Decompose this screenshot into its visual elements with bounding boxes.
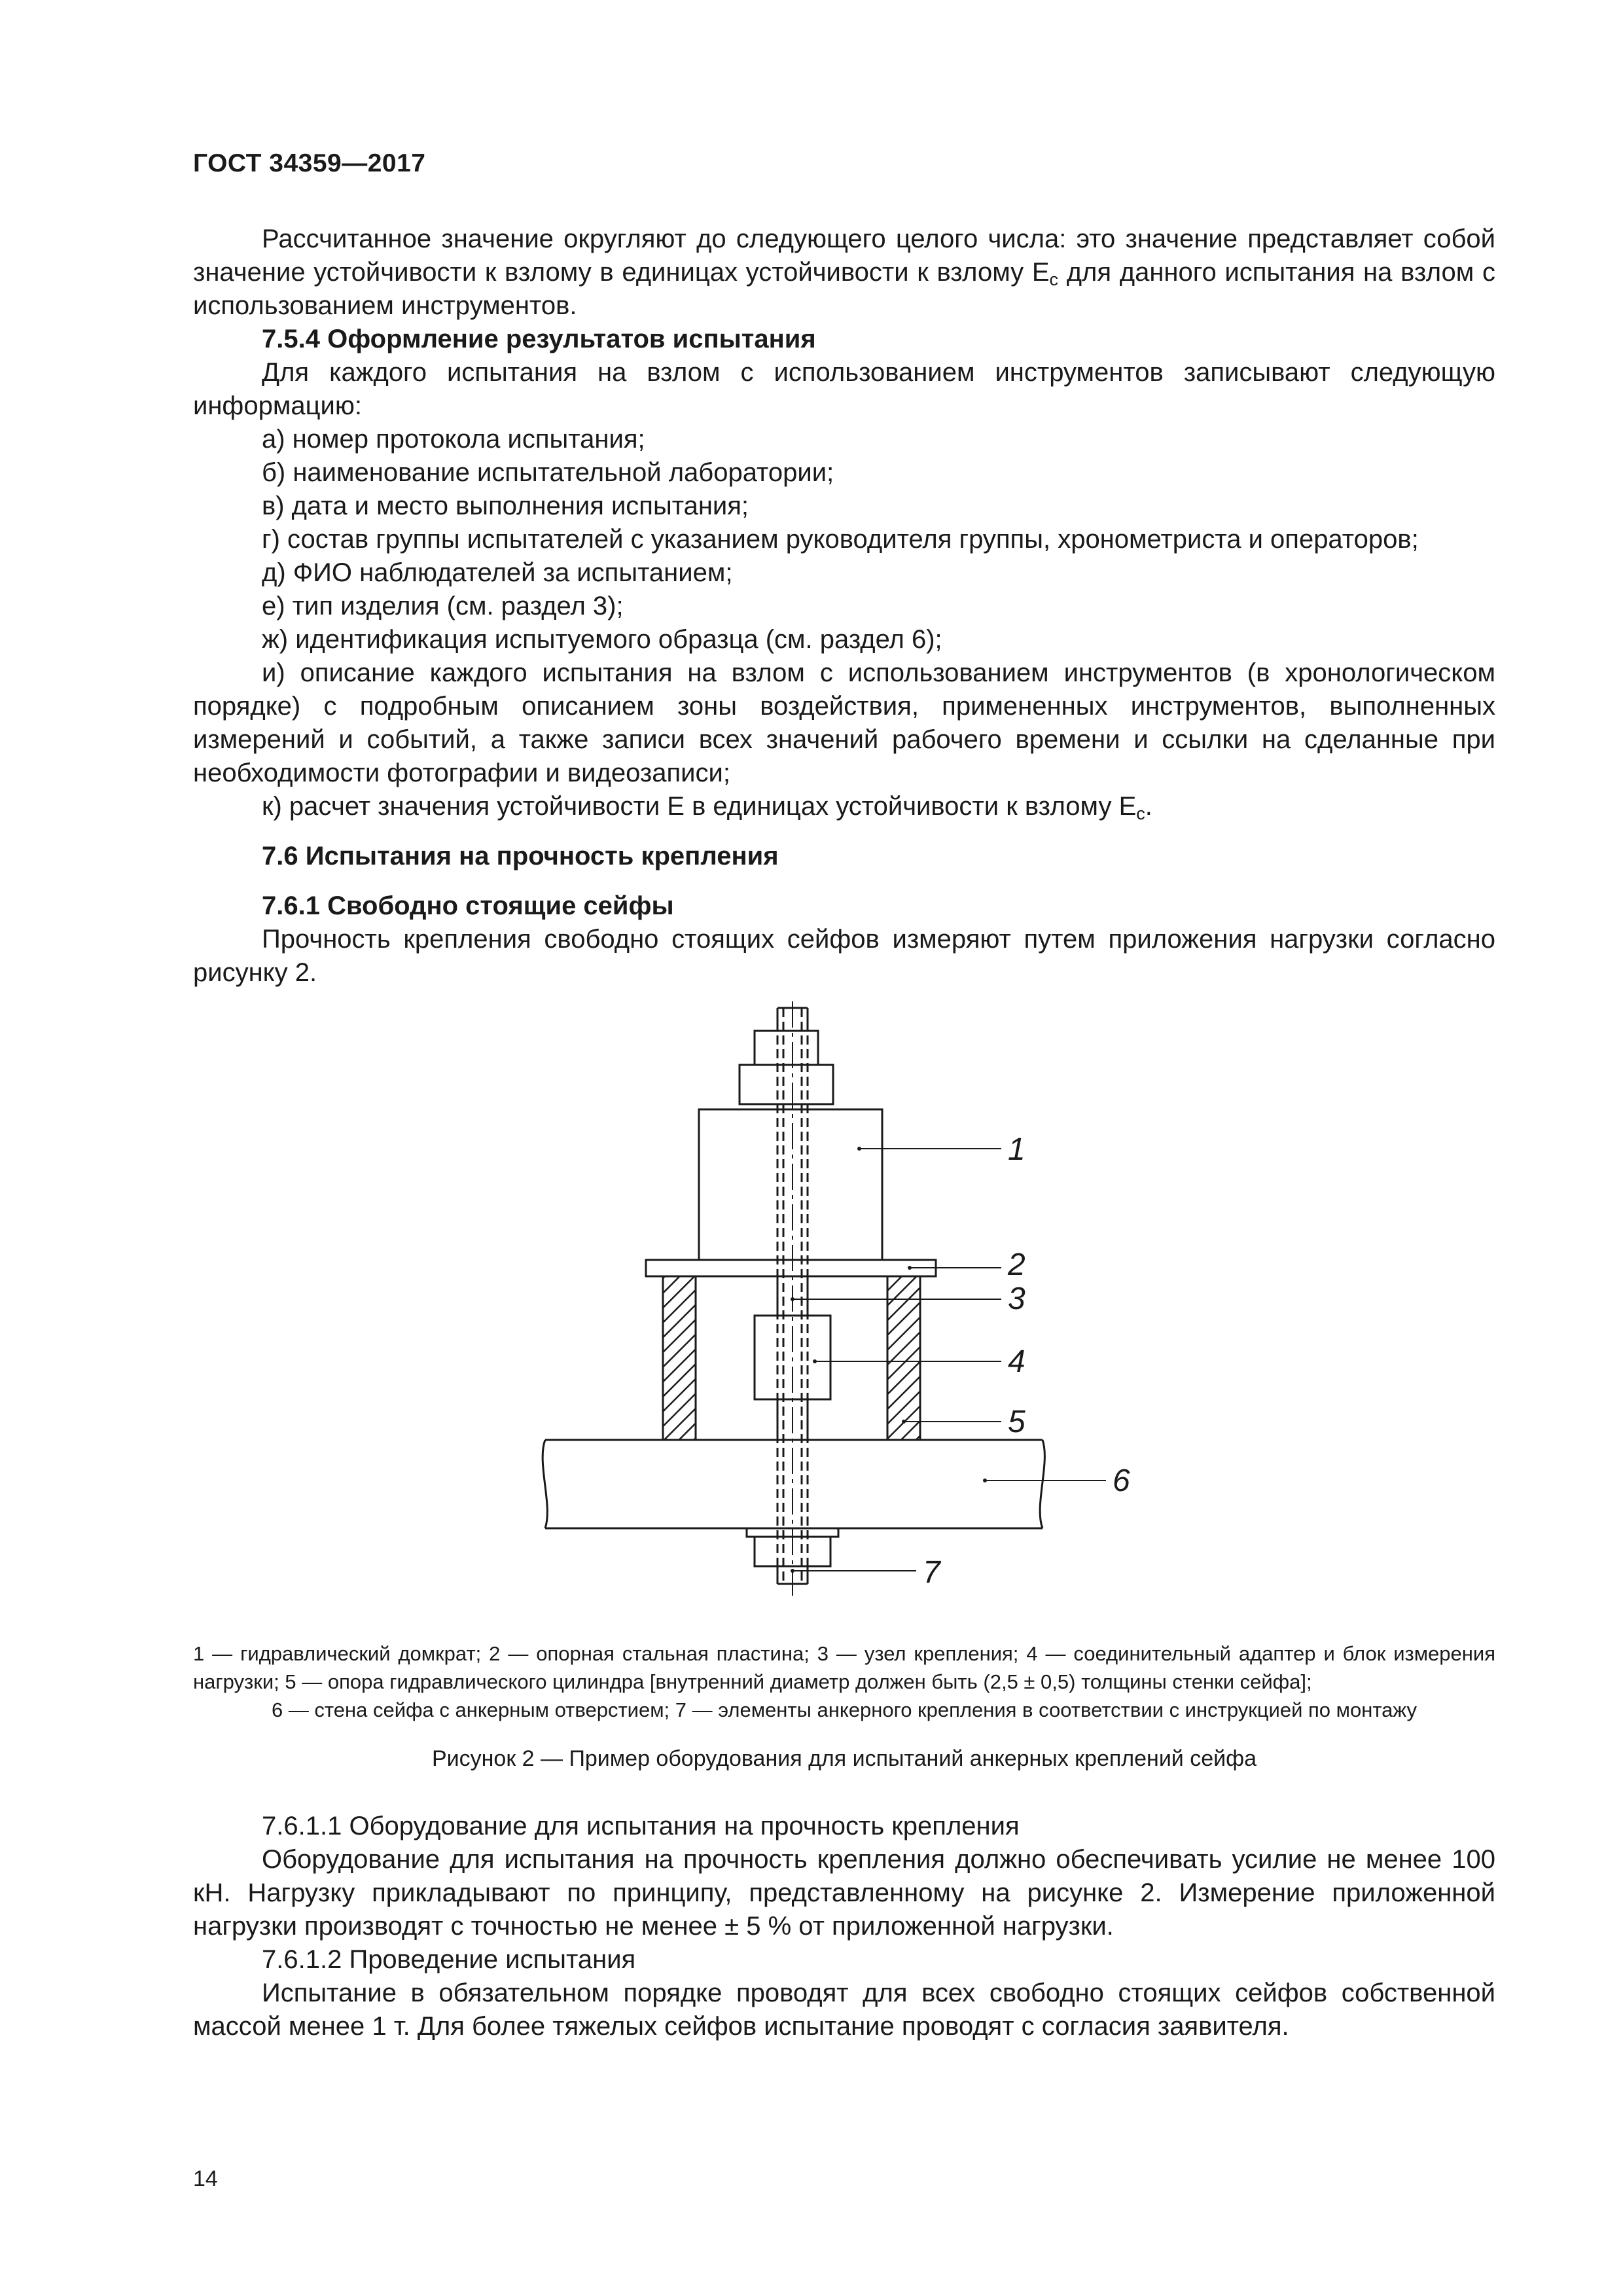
list-item: б) наименование испытательной лаборатории; <box>262 458 834 487</box>
callout-1: 1 <box>1008 1132 1026 1167</box>
text-block-bottom <box>193 1810 1495 2043</box>
adapter-load-cell <box>755 1316 830 1399</box>
paragraph-equipment: Оборудование для испытания на прочность крепления должно обеспечивать усилие не менее 100 кН. Нагрузку прикладывают по принципу, представленному на рисунке 2. Измерение приложенной нагрузки производят с точностью не менее ± 5 % от приложенной нагрузки. <box>193 1845 1495 1941</box>
section-heading-7-5-4: 7.5.4 Оформление результатов испытания <box>262 325 816 353</box>
callout-5: 5 <box>1008 1405 1026 1439</box>
list-item: д) ФИО наблюдателей за испытанием; <box>262 558 733 587</box>
document-header: ГОСТ 34359—2017 <box>193 149 426 177</box>
cylinder-support-right <box>887 1276 920 1440</box>
list-item: в) дата и место выполнения испытания; <box>262 492 749 520</box>
hydraulic-jack <box>699 1109 882 1260</box>
paragraph-free-standing-safes: Прочность крепления свободно стоящих сейфов измеряют путем приложения нагрузки согласно рисунку 2. <box>193 925 1495 987</box>
list-item: а) номер протокола испытания; <box>262 425 645 454</box>
callout-2: 2 <box>1008 1247 1026 1282</box>
top-washer <box>740 1065 833 1104</box>
paragraph-results-intro: Для каждого испытания на взлом с использованием инструментов записывают следующую информацию: <box>193 358 1495 420</box>
page-number: 14 <box>193 2166 218 2191</box>
steel-plate <box>646 1260 936 1276</box>
text-block-top <box>193 223 1495 990</box>
section-heading-7-6-1-1: 7.6.1.1 Оборудование для испытания на прочность крепления <box>262 1812 1020 1840</box>
list-item-k: к) расчет значения устойчивости E в единицах устойчивости к взлому $E_c$. <box>262 792 1152 823</box>
figure-caption: Рисунок 2 — Пример оборудования для испытаний анкерных креплений сейфа <box>431 1746 1257 1771</box>
section-heading-7-6-1: 7.6.1 Свободно стоящие сейфы <box>262 891 674 920</box>
callout-6: 6 <box>1113 1463 1130 1498</box>
bottom-washer <box>747 1528 838 1537</box>
list-item: г) состав группы испытателей с указанием руководителя группы, хронометриста и операторов; <box>262 525 1419 554</box>
callout-3: 3 <box>1008 1282 1026 1316</box>
figure-legend: 1 — гидравлический домкрат; 2 — опорная стальная пластина; 3 — узел крепления; 4 — соединительный адаптер и блок измерения нагрузки; 5 — опора гидравлического цилиндра [внутренний диаметр должен быть (2,5 ± 0,5) толщины стенки сейфа]; 6 — стена сейфа с анкерным отверстием; 7 — элементы анкерного крепления в соответствии с инструкцией по монтажу <box>193 1642 1495 1721</box>
paragraph-calculated-value: Рассчитанное значение округляют до следующего целого числа: это значение представляет собой значение устойчивости к взлому в единицах устойчивости к взлому $E_c$ для данного испытания на взлом с использованием инструментов. <box>193 224 1495 320</box>
bottom-nut <box>755 1537 830 1566</box>
safe-wall <box>543 1440 1044 1528</box>
section-heading-7-6-1-2: 7.6.1.2 Проведение испытания <box>262 1945 636 1974</box>
cylinder-support-left <box>663 1276 696 1440</box>
list-item: ж) идентификация испытуемого образца (см. раздел 6); <box>262 625 942 654</box>
section-heading-7-6: 7.6 Испытания на прочность крепления <box>262 842 779 870</box>
list-item: и) описание каждого испытания на взлом с использованием инструментов (в хронологическом порядке) с подробным описанием зоны воздействия, примененных инструментов, выполненных измерений и событий, а также записи всех значений рабочего времени и ссылки на сделанные при необходимости фотографии и видеозаписи; <box>193 658 1495 787</box>
callout-7: 7 <box>923 1555 940 1590</box>
list-item: е) тип изделия (см. раздел 3); <box>262 592 624 620</box>
paragraph-test-procedure: Испытание в обязательном порядке проводят для всех свободно стоящих сейфов собственной массой менее 1 т. Для более тяжелых сейфов испытание проводят с согласия заявителя. <box>193 1979 1495 2041</box>
top-nut <box>755 1031 818 1065</box>
callout-4: 4 <box>1008 1344 1026 1379</box>
